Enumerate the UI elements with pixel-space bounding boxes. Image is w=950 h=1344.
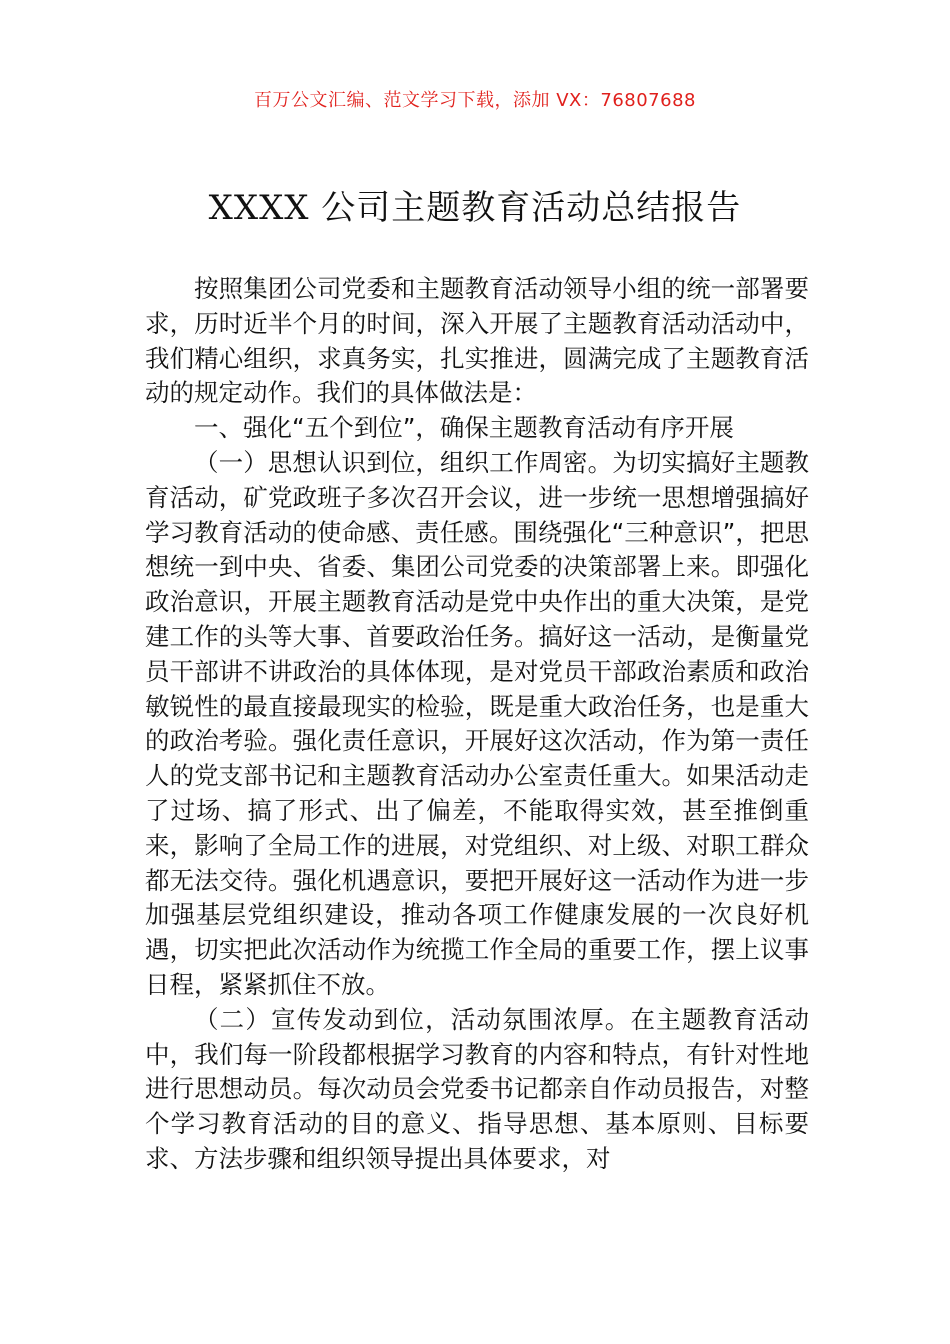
document-title: XXXX 公司主题教育活动总结报告 — [208, 188, 742, 228]
paragraph-subsection-1: （一）思想认识到位，组织工作周密。为切实搞好主题教育活动，矿党政班子多次召开会议，进一步统一思想增强搞好学习教育活动的使命感、责任感。围绕强化“三种意识”，把思想统一到中央、省委、集团公司党委的决策部署上来。即强化政治意识，开展主题教育活动是党中央作出的重大决策，是党建工作的头等大事、首要政治任务。搞好这一活动，是衡量党员干部讲不讲政治的具体体现，是对党员干部政治素质和政治敏锐性的最直接最现实的检验，既是重大政治任务，也是重大的政治考验。强化责任意识，开展好这次活动，作为第一责任人的党支部书记和主题教育活动办公室责任重大。如果活动走了过场、搞了形式、出了偏差，不能取得实效，甚至推倒重来，影响了全局工作的进展，对党组织、对上级、对职工群众都无法交待。强化机遇意识，要把开展好这一活动作为进一步加强基层党组织建设，推动各项工作健康发展的一次良好机遇，切实把此次活动作为统揽工作全局的重要工作，摆上议事日程，紧紧抓住不放。 — [145, 447, 809, 999]
document-body — [145, 272, 809, 1177]
paragraph-subsection-2: （二）宣传发动到位，活动氛围浓厚。在主题教育活动中，我们每一阶段都根据学习教育的内容和特点，有针对性地进行思想动员。每次动员会党委书记都亲自作动员报告，对整个学习教育活动的目的意义、指导思想、基本原则、目标要求、方法步骤和组织领导提出具体要求，对 — [145, 1004, 809, 1173]
section-heading: 一、强化“五个到位”，确保主题教育活动有序开展 — [194, 413, 734, 443]
header-note: 百万公文汇编、范文学习下载，添加 VX：76807688 — [254, 90, 696, 111]
paragraph-intro: 按照集团公司党委和主题教育活动领导小组的统一部署要求，历时近半个月的时间，深入开展了主题教育活动活动中，我们精心组织，求真务实，扎实推进，圆满完成了主题教育活动的规定动作。我们的具体做法是： — [145, 274, 809, 408]
